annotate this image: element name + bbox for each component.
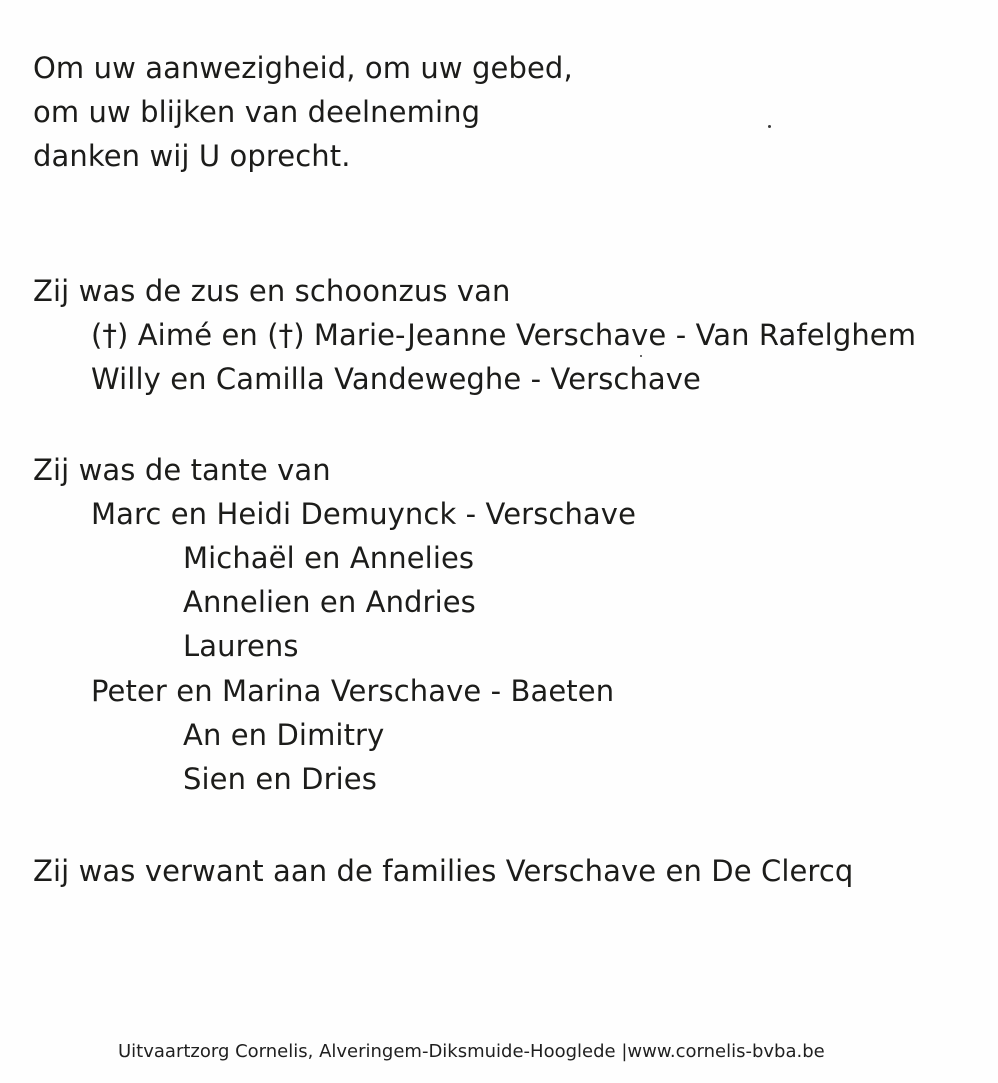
sibling-entry: Willy en Camilla Vandeweghe - Verschave [91,362,701,396]
gratitude-line: om uw blijken van deelneming [33,95,481,129]
gratitude-line: Om uw aanwezigheid, om uw gebed, [33,51,573,85]
gratitude-line: danken wij U oprecht. [33,139,351,173]
family-child: Annelien en Andries [183,585,476,619]
scan-speck [768,125,771,128]
family-child: Sien en Dries [183,762,377,796]
relatives-text: Zij was verwant aan de families Verschave en De Clercq [33,854,854,888]
sibling-heading: Zij was de zus en schoonzus van [33,274,511,308]
footer-credit: Uitvaartzorg Cornelis, Alveringem-Diksmuide-Hooglede |www.cornelis-bvba.be [118,1041,825,1062]
family-child: Laurens [183,629,299,663]
family-child: Michaël en Annelies [183,541,475,575]
family-child: An en Dimitry [183,718,385,752]
sibling-entry: (†) Aimé en (†) Marie-Jeanne Verschave - Van Rafelghem [91,318,917,352]
scan-speck [640,355,642,357]
family-parents: Peter en Marina Verschave - Baeten [91,674,615,708]
aunt-heading: Zij was de tante van [33,453,331,487]
family-parents: Marc en Heidi Demuynck - Verschave [91,497,637,531]
